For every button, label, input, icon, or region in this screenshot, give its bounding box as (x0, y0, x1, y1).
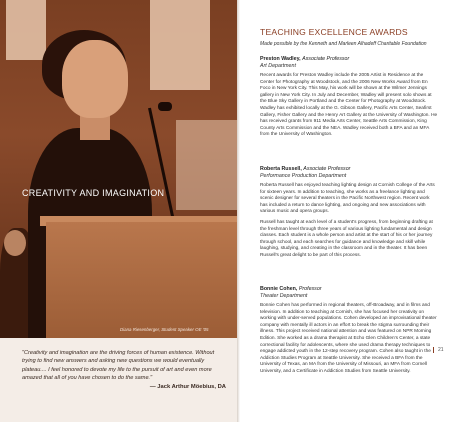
award-entry (260, 286, 438, 379)
left-page (0, 0, 237, 422)
recipient-name-line (260, 166, 438, 173)
background-window (6, 0, 46, 60)
recipient-department: Theater Department (260, 292, 308, 299)
quote-attribution: — Jack Arthur Möebius, DA (149, 384, 226, 390)
recipient-name: Preston Wadley, (260, 56, 301, 62)
photo-caption: Diana Riesenberger, Student Speaker OE '05 (120, 327, 209, 332)
background-window (150, 0, 210, 90)
speaker-photo (0, 0, 237, 338)
recipient-name-line (260, 56, 438, 63)
award-entry (260, 56, 438, 143)
recipient-title: Associate Professor (303, 166, 351, 172)
award-entry (260, 166, 438, 263)
recipient-name-line (260, 286, 438, 293)
recipient-name: Bonnie Cohen, (260, 286, 298, 292)
recipient-department: Performance Production Department (260, 172, 347, 179)
entry-paragraph: Recent awards for Preston Wadley include the 2005 Artist in Residence at the Center for Photography at Woodstock, and the 2006 New Works Award from En Foco in New York City. This May, his work will be shown at the Wilmer Jennings gallery in New York City. In July and December, Wadley will present solo shows at the Blue Sky Gallery in Portland and the Center for Photography at Woodstock. Wadley has exhibited locally at the G. Gibson Gallery, Pacific Arts Center, Seafirst Gallery, Fisher Gallery and the Henry Art Gallery at the University of Washington. He has received grants from 911 Media Arts Center, Seattle Arts Commission, King County Arts Commission and the NEA. Wadley received both a BFA and an MFA from the University of Washington. (260, 73, 438, 138)
entry-paragraph: Bonnie Cohen has performed in regional theaters, off-Broadway, and in films and television. In addition to teaching at Cornish, she has focused her creativity on working with under-served populations. Cohen developed an improvisational theater company with mentally ill actors in an effort to break the stigma surrounding their illness. This project received national attention and was featured on NPR Morning Edition. She worked as a drama therapist at Echo Glen Children's Center, a state correctional facility for adolescents, where she used drama therapy techniques to engage addicted youth in the 12-step recovery program. Cohen also taught in the Addiction Studies Program at Seattle University. She received a BFA from the University of Texas, an MA from the University of Missouri, an MFA from Cornell University, and a Certificate in Addiction Studies from Seattle University. (260, 303, 437, 374)
recipient-title: Professor (298, 286, 322, 292)
page-number: 21 (433, 347, 444, 353)
entry-paragraph: Russell has taught at each level of a student's progress, from beginning drafting at the freshman level through three years of various lighting fundamental and design classes. Each student is a whole person and artist at the start of his or her journey through school, and each searches for guidance and knowledge and skill while laughing, studying, and creating in the classroom and in the theater. It has been Russell's great delight to be part of this process. (260, 219, 433, 258)
microphone-stand (148, 108, 174, 218)
speaker-face (62, 40, 128, 118)
background-window (176, 120, 237, 210)
microphone-icon (158, 102, 172, 111)
section-title: CREATIVITY AND IMAGINATION (22, 188, 165, 198)
pull-quote: "Creativity and imagination are the driving forces of human existence. Without trying to find new answers and asking new questions we would eventually plateau.... I feel honored to devote my life to the pursuit of art and even more amazed that all of you have chosen to do the same." (22, 350, 215, 382)
recipient-department: Art Department (260, 62, 296, 69)
recipient-title: Associate Professor (302, 56, 350, 62)
page-subheading: Made possible by the Kenneth and Marleen Alhadeff Charitable Foundation (260, 41, 427, 47)
right-page (240, 0, 475, 422)
entry-paragraph: Roberta Russell has enjoyed teaching lighting design at Cornish College of the Arts for sixteen years. In addition to teaching, she works as a freelance lighting and scenic designer for several theaters in the Pacific Northwest region. Recent work has included a return to dance lighting, and ongoing and new associations with various music and opera groups. (260, 183, 435, 215)
page-heading: TEACHING EXCELLENCE AWARDS (260, 27, 408, 37)
podium (46, 222, 237, 338)
recipient-name: Roberta Russell, (260, 166, 302, 172)
background-person-head (4, 230, 26, 256)
